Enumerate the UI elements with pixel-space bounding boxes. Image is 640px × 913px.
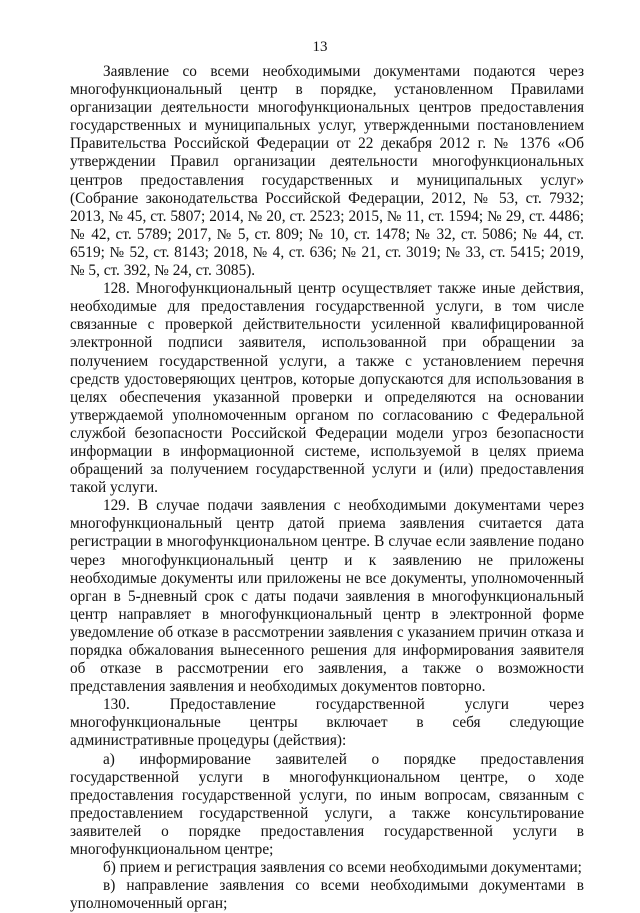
list-item-b: б) прием и регистрация заявления со всеми необходимыми документами; <box>103 859 582 877</box>
list-item-v: в) направление заявления со всеми необходимыми документами в уполномоченный орган; <box>70 877 584 913</box>
paragraph-130: 130. Предоставление государственной услуги через многофункциональные центры включает в себя следующие административные процедуры (действия): <box>70 696 584 750</box>
paragraph-129: 129. В случае подачи заявления с необходимыми документами через многофункциональный центр датой приема заявления считается дата регистрации в многофункциональном центре. В случае если заявление подано через многофункциональный центр и к заявлению не приложены необходимые документы или приложены не все документы, уполномоченный орган в 5-дневный срок с даты подачи заявления в многофункциональный центр направляет в многофункциональный центр в электронной форме уведомление об отказе в рассмотрении заявления с указанием причин отказа и порядка обжалования вынесенного решения для информирования заявителя об отказе в рассмотрении его заявления, а также о возможности представления заявления и необходимых документов повторно. <box>70 497 584 696</box>
page-number: 13 <box>312 39 328 55</box>
paragraph-intro: Заявление со всеми необходимыми документами подаются через многофункциональный центр в порядке, установленном Правилами организации деятельности многофункциональных центров предоставления государственных и муниципальных услуг, утвержденными постановлением Правительства Российской Федерации от 22 декабря 2012 г. № 1376 «Об утверждении Правил организации деятельности многофункциональных центров предоставления государственных и муниципальных услуг» (Собрание законодательства Российской Федерации, 2012, № 53, ст. 7932; 2013, № 45, ст. 5807; 2014, № 20, ст. 2523; 2015, № 11, ст. 1594; № 29, ст. 4486; № 42, ст. 5789; 2017, № 5, ст. 809; № 10, ст. 1478; № 32, ст. 5086; № 44, ст. 6519; № 52, ст. 8143; 2018, № 4, ст. 636; № 21, ст. 3019; № 33, ст. 5415; 2019, № 5, ст. 392, № 24, ст. 3085). <box>70 63 584 280</box>
paragraph-128: 128. Многофункциональный центр осуществляет также иные действия, необходимые для предоставления государственной услуги, в том числе связанные с проверкой действительности усиленной квалифицированной электронной подписи заявителя, использованной при обращении за получением государственной услуги, а также с установлением перечня средств удостоверяющих центров, которые допускаются для использования в целях обеспечения указанной проверки и определяются на основании утверждаемой уполномоченным органом по согласованию с Федеральной службой безопасности Российской Федерации модели угроз безопасности информации в информационной системе, используемой в целях приема обращений за получением государственной услуги и (или) предоставления такой услуги. <box>70 280 584 497</box>
document-body <box>70 63 584 913</box>
list-item-a: а) информирование заявителей о порядке предоставления государственной услуги в многофункциональном центре, о ходе предоставления государственной услуги, по иным вопросам, связанным с предоставлением государственной услуги, а также консультирование заявителей о порядке предоставления государственной услуги в многофункциональном центре; <box>70 750 584 859</box>
